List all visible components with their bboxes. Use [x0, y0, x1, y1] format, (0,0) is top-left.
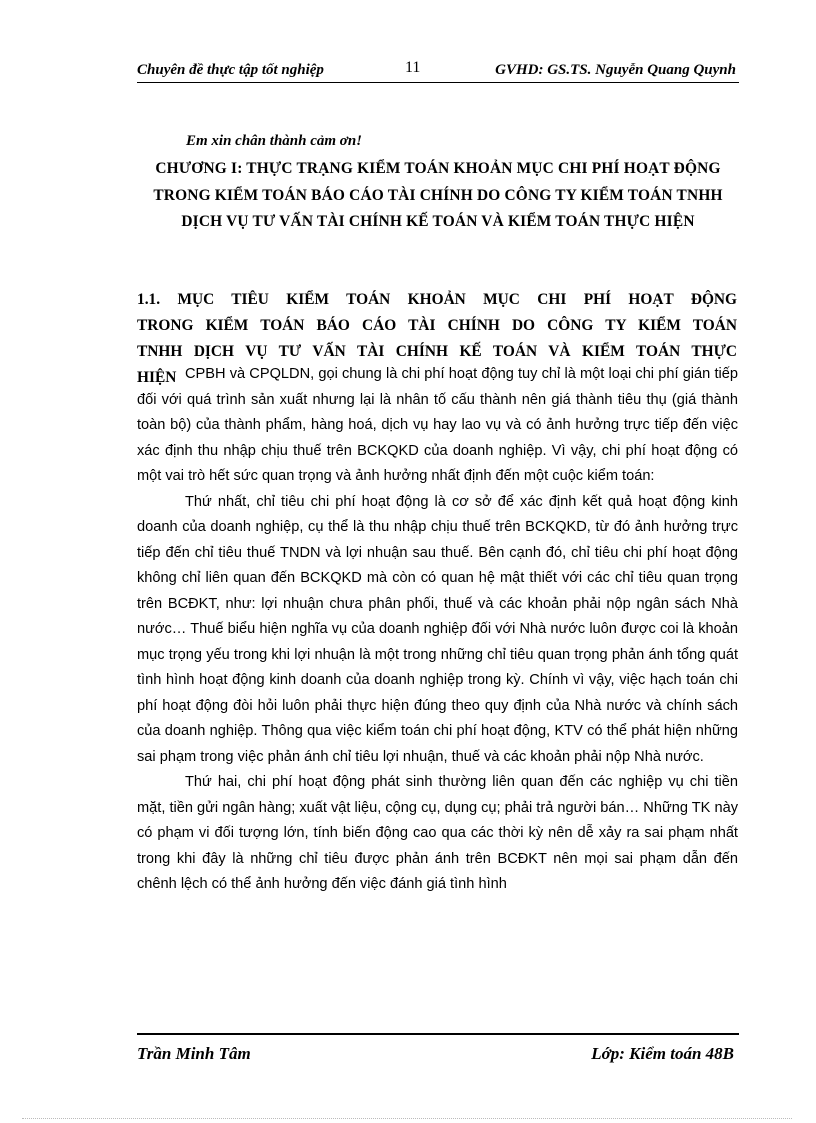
- paragraph: Thứ nhất, chỉ tiêu chi phí hoạt động là cơ sở để xác định kết quả hoạt động kinh doanh của doanh nghiệp, cụ thể là thu nhập chịu thuế trên BCKQKD, từ đó ảnh hưởng trực tiếp đến chỉ tiêu thuế TNDN và lợi nhuận sau thuế. Bên cạnh đó, chỉ tiêu chi phí hoạt động không chỉ liên quan đến BCKQKD mà còn có quan hệ mật thiết với các chỉ tiêu quan trọng trên BCĐKT, như: lợi nhuận chưa phân phối, thuế và các khoản phải nộp ngân sách Nhà nước… Thuế biểu hiện nghĩa vụ của doanh nghiệp đối với Nhà nước luôn được coi là khoản mục trọng yếu trong khi lợi nhuận là một trong những chỉ tiêu quan trọng phản ánh tổng quát tình hình hoạt động kinh doanh của doanh nghiệp trong kỳ. Chính vì vậy, việc hạch toán chi phí hoạt động đòi hỏi luôn phải thực hiện đúng theo quy định của Nhà nước và chính sách của doanh nghiệp. Thông qua việc kiểm toán chi phí hoạt động, KTV có thể phát hiện những sai phạm trong việc phản ánh chỉ tiêu lợi nhuận, thuế và các khoản phải nộp Nhà nước.: [137, 493, 738, 765]
- header-thesis-title: Chuyên đề thực tập tốt nghiệp: [137, 62, 324, 78]
- page-bottom-divider: [22, 1118, 792, 1119]
- thanks-line: Em xin chân thành cảm ơn!: [186, 133, 363, 149]
- section-title-line: TNHH DỊCH VỤ TƯ VẤN TÀI CHÍNH KẾ TOÁN VÀ KIỂM TOÁN THỰC: [137, 343, 737, 360]
- footer-author: Trần Minh Tâm: [137, 1044, 251, 1063]
- page-header: [137, 58, 739, 83]
- paragraph: CPBH và CPQLDN, gọi chung là chi phí hoạt động tuy chỉ là một loại chi phí gián tiếp đối với quá trình sản xuất nhưng lại là nhân tố cấu thành nên giá thành tiêu thụ (giá thành toàn bộ) của thành phẩm, hàng hoá, dịch vụ hay lao vụ và có ảnh hưởng trực tiếp đến việc xác định thu nhập chịu thuế trên BCKQKD của doanh nghiệp. Vì vậy, chi phí hoạt động có một vai trò hết sức quan trọng và ảnh hưởng nhất định đến một cuộc kiểm toán:: [137, 366, 738, 484]
- footer-class: Lớp: Kiểm toán 48B: [591, 1044, 734, 1063]
- body-text: [137, 362, 738, 898]
- section-title-line: TRONG KIỂM TOÁN BÁO CÁO TÀI CHÍNH DO CÔNG TY KIỂM TOÁN: [137, 317, 737, 334]
- chapter-title: CHƯƠNG I: THỰC TRẠNG KIỂM TOÁN KHOẢN MỤC CHI PHÍ HOẠT ĐỘNG TRONG KIỂM TOÁN BÁO CÁO TÀI CHÍNH DO CÔNG TY KIỂM TOÁN TNHH DỊCH VỤ TƯ VẤN TÀI CHÍNH KẾ TOÁN VÀ KIỂM TOÁN THỰC HIỆN: [153, 160, 723, 230]
- section-title-line: 1.1. MỤC TIÊU KIỂM TOÁN KHOẢN MỤC CHI PHÍ HOẠT ĐỘNG: [137, 291, 737, 308]
- section-title-line: HIỆN: [137, 369, 177, 386]
- page-number: 11: [405, 59, 421, 76]
- header-supervisor: GVHD: GS.TS. Nguyễn Quang Quynh: [495, 62, 736, 78]
- page-footer: [137, 1033, 739, 1063]
- paragraph: Thứ hai, chi phí hoạt động phát sinh thường liên quan đến các nghiệp vụ chi tiền mặt, tiền gửi ngân hàng; xuất vật liệu, cộng cụ, dụng cụ; phải trả người bán… Những TK này có phạm vi đối tượng lớn, tính biến động cao qua các thời kỳ nên dễ xảy ra sai phạm nhất trong khi đây là những chỉ tiêu được phản ánh trên BCĐKT nên mọi sai phạm dẫn đến chênh lệch có thể ảnh hưởng đến việc đánh giá tình hình: [137, 774, 738, 892]
